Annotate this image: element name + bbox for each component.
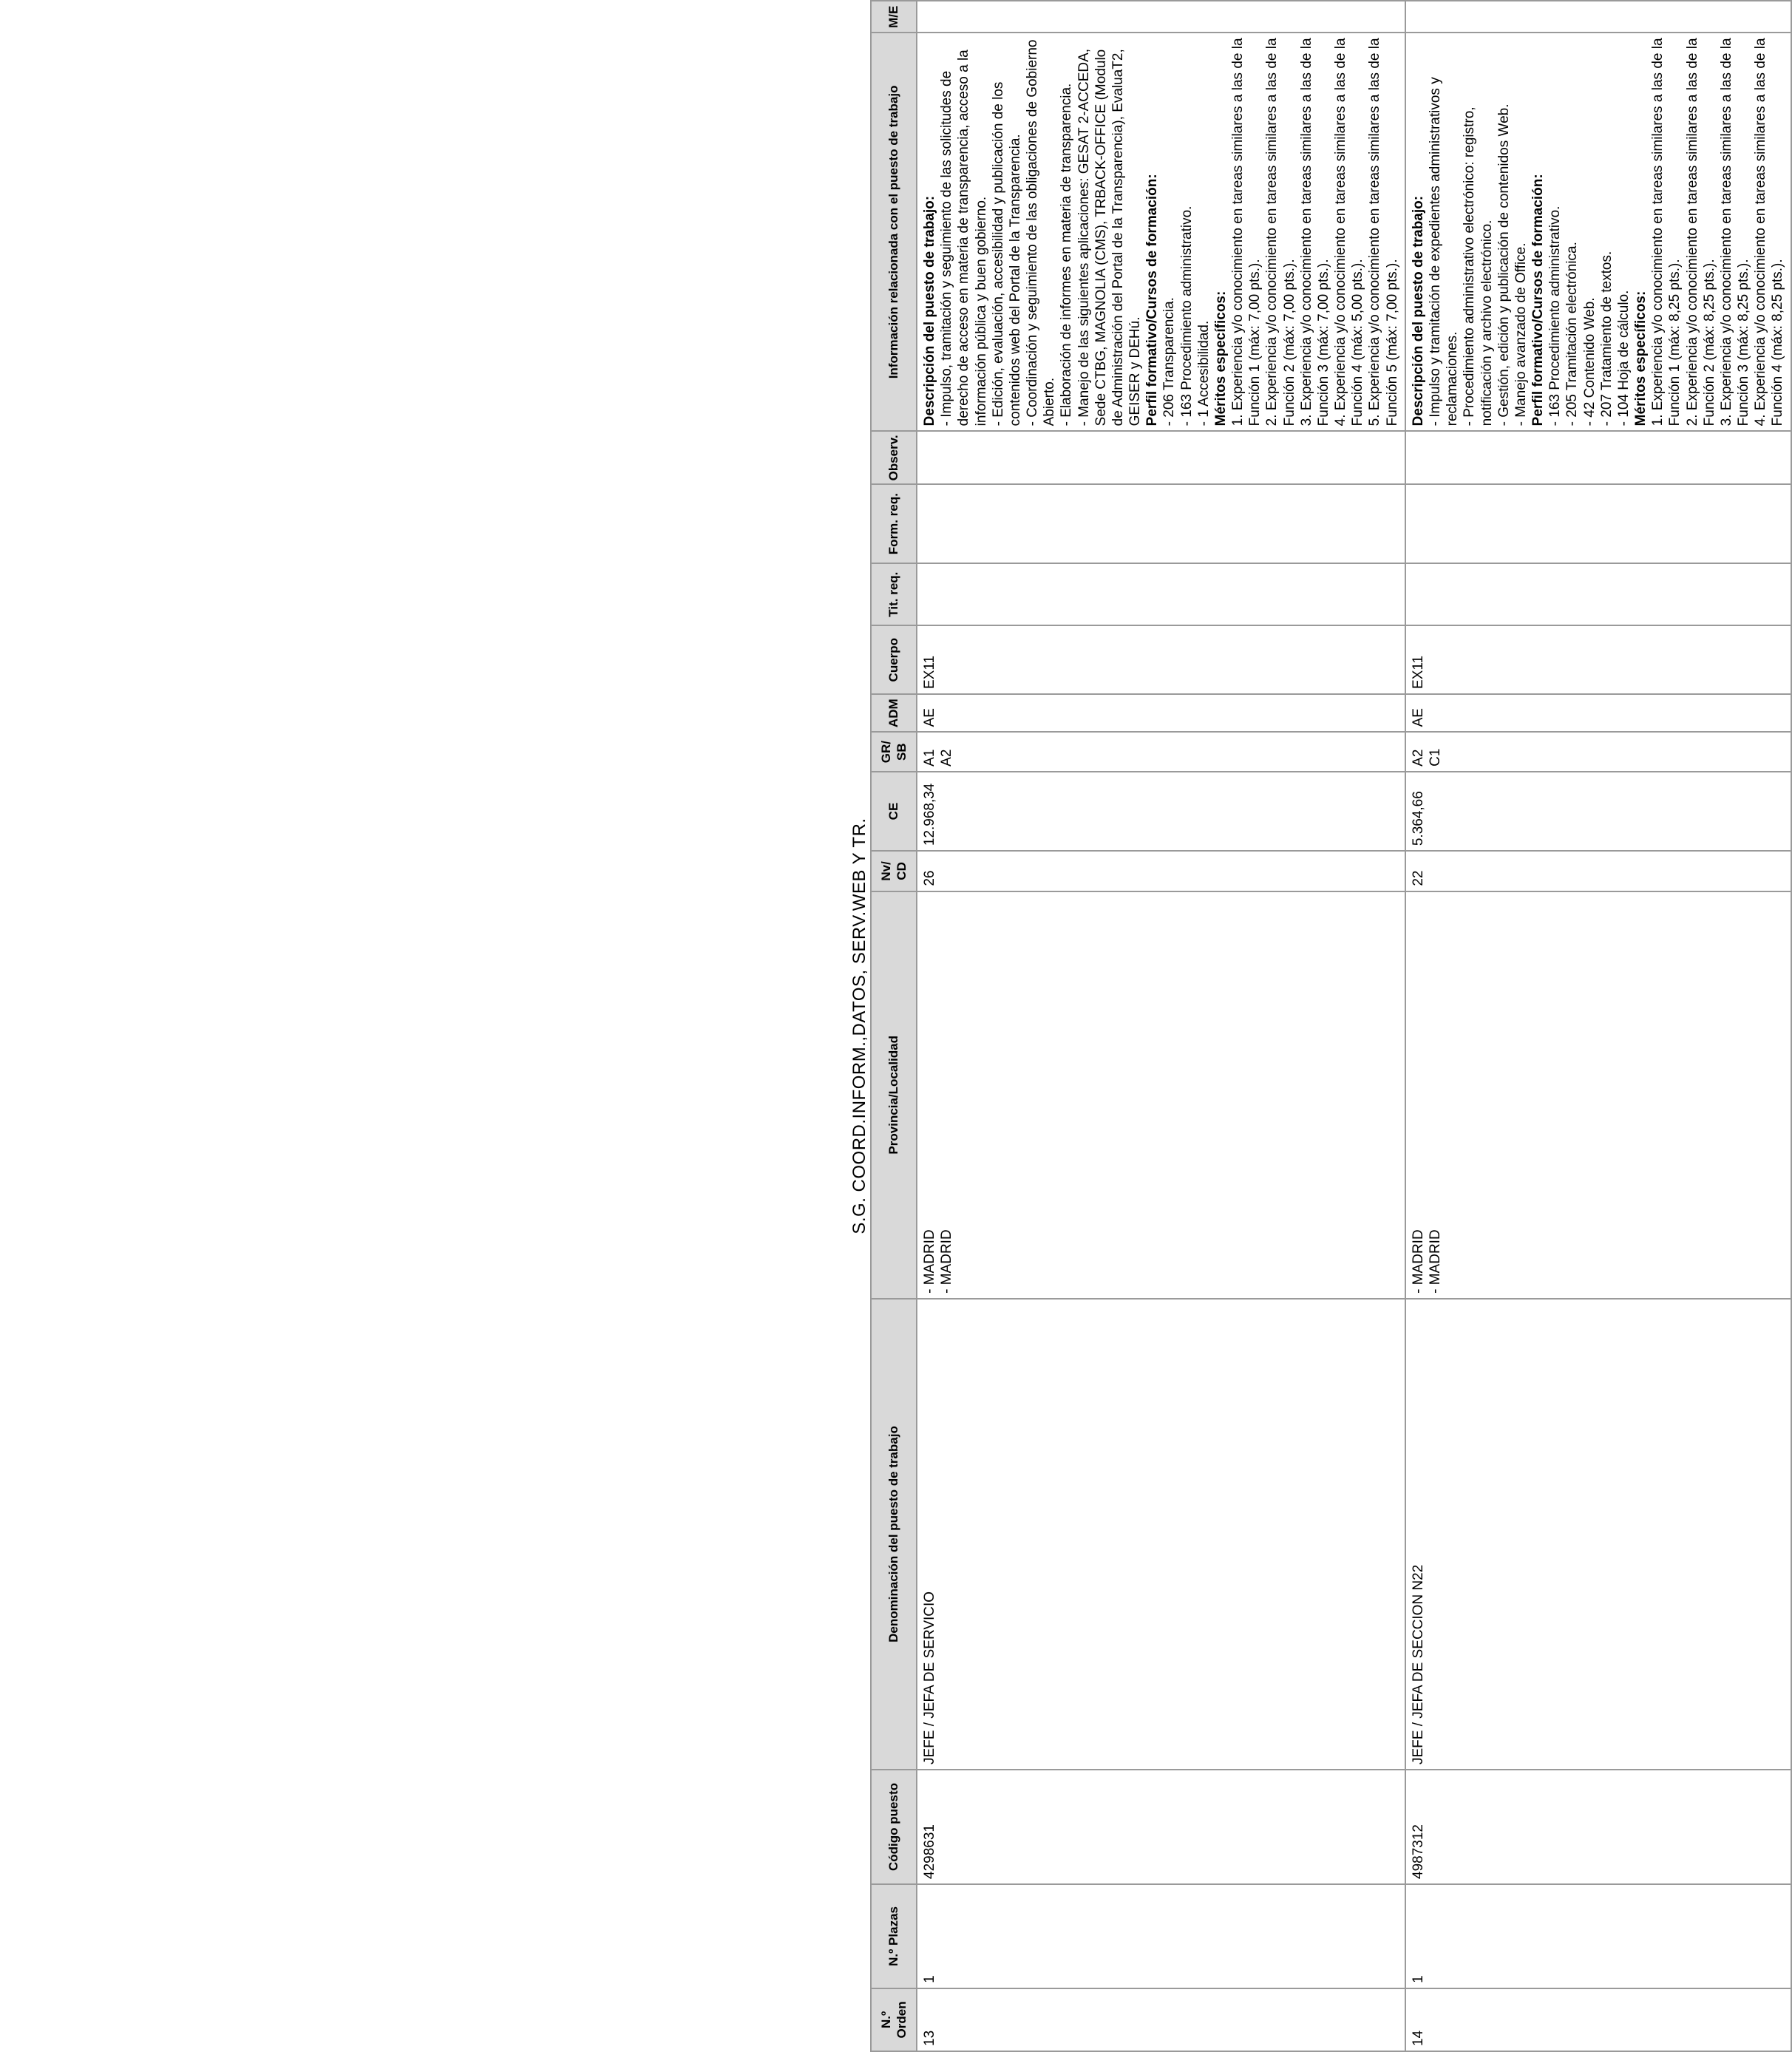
header-provincia: Provincia/Localidad — [871, 891, 917, 1299]
gr-line: A2 — [939, 749, 955, 767]
gr-line: A2 — [1410, 749, 1426, 767]
provincia-line: - MADRID — [1427, 1229, 1443, 1294]
info-line: 1. Experiencia y/o conocimiento en tareas similares a las de la — [1650, 38, 1666, 427]
info-line: Función 1 (máx: 7,00 pts.). — [1247, 259, 1263, 427]
cell-info — [1405, 33, 1791, 431]
header-row — [871, 1, 917, 2051]
table-row — [917, 1, 1405, 2051]
info-line: Perfil formativo/Cursos de formación: — [1530, 174, 1547, 427]
header-cuerpo: Cuerpo — [871, 625, 917, 694]
header-gr: GR/ SB — [871, 732, 917, 771]
info-line: Función 1 (máx: 8,25 pts.). — [1667, 259, 1683, 427]
info-line: - 104 Hoja de cálculo. — [1615, 290, 1632, 427]
header-codigo: Código puesto — [871, 1770, 917, 1884]
info-line: - Procedimiento administrativo electrónico: registro, — [1462, 106, 1478, 427]
cell-form — [1405, 484, 1791, 563]
cell-ce: 12.968,34 — [917, 772, 1405, 851]
cell-cuerpo: EX11 — [917, 625, 1405, 694]
cell-gr — [917, 732, 1405, 771]
info-line: Función 5 (máx: 7,00 pts.). — [1384, 259, 1400, 427]
info-line: Abierto. — [1042, 377, 1058, 427]
info-line: 4. Experiencia y/o conocimiento en tareas similares a las de la — [1753, 38, 1769, 427]
info-line: - Edición, evaluación, accesibilidad y publicación de los — [990, 81, 1006, 427]
info-line: - Gestión, edición y publicación de contenidos Web. — [1496, 103, 1512, 427]
info-line: Perfil formativo/Cursos de formación: — [1144, 174, 1161, 427]
header-form: Form. req. — [871, 484, 917, 563]
cell-plazas: 1 — [1405, 1884, 1791, 1988]
info-line: Función 4 (máx: 5,00 pts.). — [1350, 259, 1366, 427]
info-line: Función 3 (máx: 7,00 pts.). — [1315, 259, 1331, 427]
cell-denominacion: JEFE / JEFA DE SERVICIO — [917, 1299, 1405, 1770]
header-nivel: Nv/ CD — [871, 851, 917, 891]
cell-plazas: 1 — [917, 1884, 1405, 1988]
info-line: - Elaboración de informes en materia de transparencia. — [1059, 83, 1075, 427]
header-adm: ADM — [871, 694, 917, 732]
cell-adm: AE — [1405, 694, 1791, 732]
info-line: Sede CTBG, MAGNOLIA (CMS), TRBACK-OFFICE (Modulo — [1093, 49, 1109, 427]
info-line: reclamaciones. — [1445, 331, 1461, 427]
cell-nivel: 22 — [1405, 851, 1791, 891]
info-line: Méritos específicos: — [1633, 291, 1649, 427]
info-line: - 163 Procedimiento administrativo. — [1547, 205, 1564, 427]
info-line: 4. Experiencia y/o conocimiento en tareas similares a las de la — [1333, 38, 1349, 427]
info-line: derecho de acceso en materia de transparencia, acceso a la — [956, 50, 972, 427]
cell-me — [917, 1, 1405, 33]
info-line: de Administración del Portal de la Transparencia), EvaluaT2, — [1110, 49, 1126, 427]
info-line: Descripción del puesto de trabajo: — [1410, 195, 1426, 427]
info-line: GEISER y DEHú. — [1127, 316, 1144, 427]
info-line: - 163 Procedimiento administrativo. — [1178, 205, 1195, 427]
provincia-line: - MADRID — [922, 1229, 937, 1294]
cell-denominacion: JEFE / JEFA DE SECCION N22 — [1405, 1299, 1791, 1770]
info-line: Función 2 (máx: 8,25 pts.). — [1701, 259, 1717, 427]
cell-ce: 5.364,66 — [1405, 772, 1791, 851]
cell-provincia — [917, 891, 1405, 1299]
header-tit: Tit. req. — [871, 563, 917, 626]
info-line: - 206 Transparencia. — [1161, 297, 1178, 427]
cell-form — [917, 484, 1405, 563]
info-line: Función 3 (máx: 8,25 pts.). — [1736, 259, 1752, 427]
info-line: - Impulso, tramitación y seguimiento de las solicitudes de — [939, 70, 955, 427]
info-line: - 207 Tratamiento de textos. — [1598, 251, 1615, 427]
cell-orden: 14 — [1405, 1988, 1791, 2051]
info-line: Méritos específicos: — [1212, 291, 1229, 427]
info-line: 1. Experiencia y/o conocimiento en tareas similares a las de la — [1230, 38, 1246, 427]
cell-codigo: 4987312 — [1405, 1770, 1791, 1884]
info-line: - 42 Contenido Web. — [1581, 297, 1598, 427]
gr-line: C1 — [1427, 748, 1443, 767]
header-plazas: N.º Plazas — [871, 1884, 917, 1988]
info-line: 3. Experiencia y/o conocimiento en tareas similares a las de la — [1298, 38, 1314, 427]
header-observ: Observ. — [871, 431, 917, 484]
cell-info — [917, 33, 1405, 431]
header-info: Información relacionada con el puesto de trabajo — [871, 33, 917, 431]
info-line: - Coordinación y seguimiento de las obligaciones de Gobierno — [1025, 39, 1041, 427]
info-line: información pública y buen gobierno. — [973, 196, 989, 427]
cell-provincia — [1405, 891, 1791, 1299]
cell-tit — [917, 563, 1405, 626]
cell-adm: AE — [917, 694, 1405, 732]
header-orden: N.º Orden — [871, 1988, 917, 2051]
gr-line: A1 — [922, 749, 937, 767]
info-line: - Impulso y tramitación de expedientes administrativos y — [1427, 77, 1443, 427]
info-line: - Manejo avanzado de Office. — [1513, 242, 1529, 427]
info-line: Función 4 (máx: 8,25 pts.). — [1770, 259, 1786, 427]
cell-gr — [1405, 732, 1791, 771]
page-title: S.G. COORD.INFORM.,DATOS, SERV.WEB Y TR. — [849, 818, 869, 1234]
info-line: Función 2 (máx: 7,00 pts.). — [1281, 259, 1297, 427]
info-line: contenidos web del Portal de la Transparencia. — [1007, 134, 1023, 427]
cell-tit — [1405, 563, 1791, 626]
provincia-line: - MADRID — [939, 1229, 955, 1294]
info-line: 2. Experiencia y/o conocimiento en tareas similares a las de la — [1264, 38, 1280, 427]
cell-orden: 13 — [917, 1988, 1405, 2051]
header-denominacion: Denominación del puesto de trabajo — [871, 1299, 917, 1770]
info-line: 2. Experiencia y/o conocimiento en tareas similares a las de la — [1684, 38, 1700, 427]
header-ce: CE — [871, 772, 917, 851]
header-me: M/E — [871, 1, 917, 33]
cell-observ — [917, 431, 1405, 484]
info-line: 3. Experiencia y/o conocimiento en tareas similares a las de la — [1718, 38, 1734, 427]
cell-observ — [1405, 431, 1791, 484]
cell-cuerpo: EX11 — [1405, 625, 1791, 694]
jobs-table — [870, 0, 1792, 2052]
cell-codigo: 4298631 — [917, 1770, 1405, 1884]
info-line: 5. Experiencia y/o conocimiento en tareas similares a las de la — [1367, 38, 1383, 427]
info-line: - 205 Tramitación electrónica. — [1564, 242, 1581, 427]
info-line: - 1 Accesibilidad. — [1195, 320, 1212, 427]
provincia-line: - MADRID — [1410, 1229, 1426, 1294]
cell-me — [1405, 1, 1791, 33]
cell-nivel: 26 — [917, 851, 1405, 891]
info-line: - Manejo de las siguientes aplicaciones: GESAT 2-ACCEDA, — [1076, 48, 1092, 427]
info-line: notificación y archivo electrónico. — [1479, 220, 1495, 427]
table-row — [1405, 1, 1791, 2051]
info-line: Descripción del puesto de trabajo: — [922, 195, 937, 427]
